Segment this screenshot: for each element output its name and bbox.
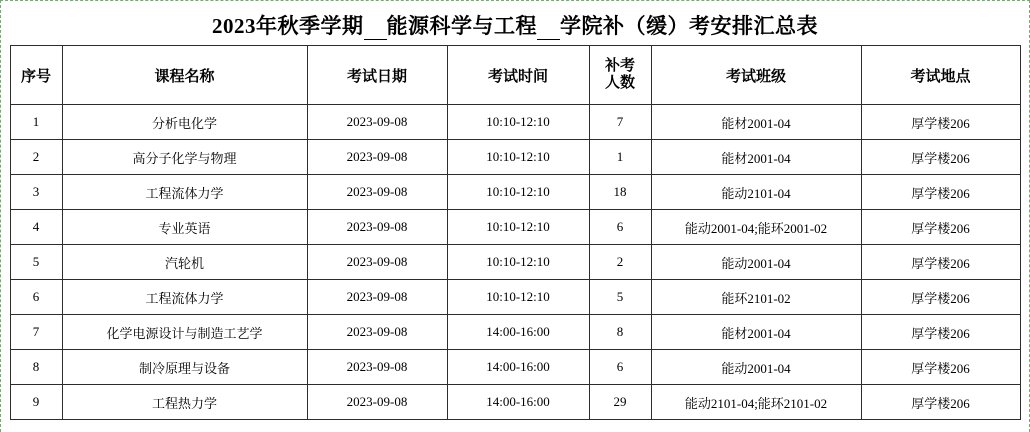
header-course: 课程名称 [62,46,307,105]
page-title [212,10,818,40]
cell-date: 2023-09-08 [307,315,447,350]
cell-index: 4 [10,210,62,245]
cell-date: 2023-09-08 [307,140,447,175]
cell-count: 6 [589,210,651,245]
cell-place: 厚学楼206 [861,175,1020,210]
cell-place: 厚学楼206 [861,350,1020,385]
cell-classes: 能材2001-04 [651,315,861,350]
cell-classes: 能环2101-02 [651,280,861,315]
cell-course: 高分子化学与物理 [62,140,307,175]
cell-place: 厚学楼206 [861,140,1020,175]
title-prefix: 2023年秋季学期 [212,14,364,38]
cell-time: 14:00-16:00 [447,385,589,420]
cell-date: 2023-09-08 [307,280,447,315]
cell-count: 8 [589,315,651,350]
header-classes: 考试班级 [651,46,861,105]
cell-count: 7 [589,105,651,140]
cell-course: 工程热力学 [62,385,307,420]
cell-time: 10:10-12:10 [447,175,589,210]
cell-date: 2023-09-08 [307,175,447,210]
cell-course: 专业英语 [62,210,307,245]
cell-index: 5 [10,245,62,280]
cell-count: 5 [589,280,651,315]
cell-place: 厚学楼206 [861,105,1020,140]
cell-place: 厚学楼206 [861,280,1020,315]
table-row [10,140,1020,175]
cell-date: 2023-09-08 [307,245,447,280]
cell-place: 厚学楼206 [861,210,1020,245]
table-row [10,280,1020,315]
cell-index: 1 [10,105,62,140]
cell-time: 14:00-16:00 [447,315,589,350]
cell-time: 10:10-12:10 [447,210,589,245]
cell-classes: 能动2001-04;能环2001-02 [651,210,861,245]
table-row [10,315,1020,350]
cell-time: 10:10-12:10 [447,280,589,315]
exam-schedule-table [10,45,1021,420]
cell-classes: 能材2001-04 [651,105,861,140]
title-underline-right [537,14,560,40]
cell-course: 工程流体力学 [62,280,307,315]
cell-time: 14:00-16:00 [447,350,589,385]
table-row [10,175,1020,210]
cell-count: 6 [589,350,651,385]
cell-place: 厚学楼206 [861,385,1020,420]
header-count-line1: 补考 [604,57,635,74]
cell-classes: 能动2101-04 [651,175,861,210]
cell-index: 7 [10,315,62,350]
header-count-line2: 人数 [604,75,635,91]
cell-course: 汽轮机 [62,245,307,280]
table-row [10,105,1020,140]
cell-index: 2 [10,140,62,175]
cell-index: 3 [10,175,62,210]
header-time: 考试时间 [447,46,589,105]
table-body [10,105,1020,420]
table-row [10,350,1020,385]
title-college: 能源科学与工程 [386,14,537,38]
cell-date: 2023-09-08 [307,105,447,140]
cell-time: 10:10-12:10 [447,245,589,280]
cell-course: 制冷原理与设备 [62,350,307,385]
cell-date: 2023-09-08 [307,350,447,385]
cell-time: 10:10-12:10 [447,140,589,175]
cell-index: 8 [10,350,62,385]
cell-course: 分析电化学 [62,105,307,140]
cell-classes: 能动2001-04 [651,245,861,280]
table-row [10,210,1020,245]
cell-count: 18 [589,175,651,210]
table-row [10,385,1020,420]
cell-count: 1 [589,140,651,175]
cell-time: 10:10-12:10 [447,105,589,140]
header-index: 序号 [10,46,62,105]
cell-place: 厚学楼206 [861,315,1020,350]
cell-classes: 能材2001-04 [651,140,861,175]
cell-place: 厚学楼206 [861,245,1020,280]
table-header-row [10,46,1020,105]
cell-classes: 能动2101-04;能环2101-02 [651,385,861,420]
table-row [10,245,1020,280]
cell-date: 2023-09-08 [307,210,447,245]
title-suffix: 学院补（缓）考安排汇总表 [560,14,818,38]
header-place: 考试地点 [861,46,1020,105]
cell-classes: 能动2001-04 [651,350,861,385]
cell-index: 6 [10,280,62,315]
header-date: 考试日期 [307,46,447,105]
cell-date: 2023-09-08 [307,385,447,420]
cell-index: 9 [10,385,62,420]
title-row [1,1,1029,45]
title-underline-left [364,14,387,40]
cell-count: 2 [589,245,651,280]
cell-course: 化学电源设计与制造工艺学 [62,315,307,350]
cell-course: 工程流体力学 [62,175,307,210]
cell-count: 29 [589,385,651,420]
header-count [589,46,651,105]
